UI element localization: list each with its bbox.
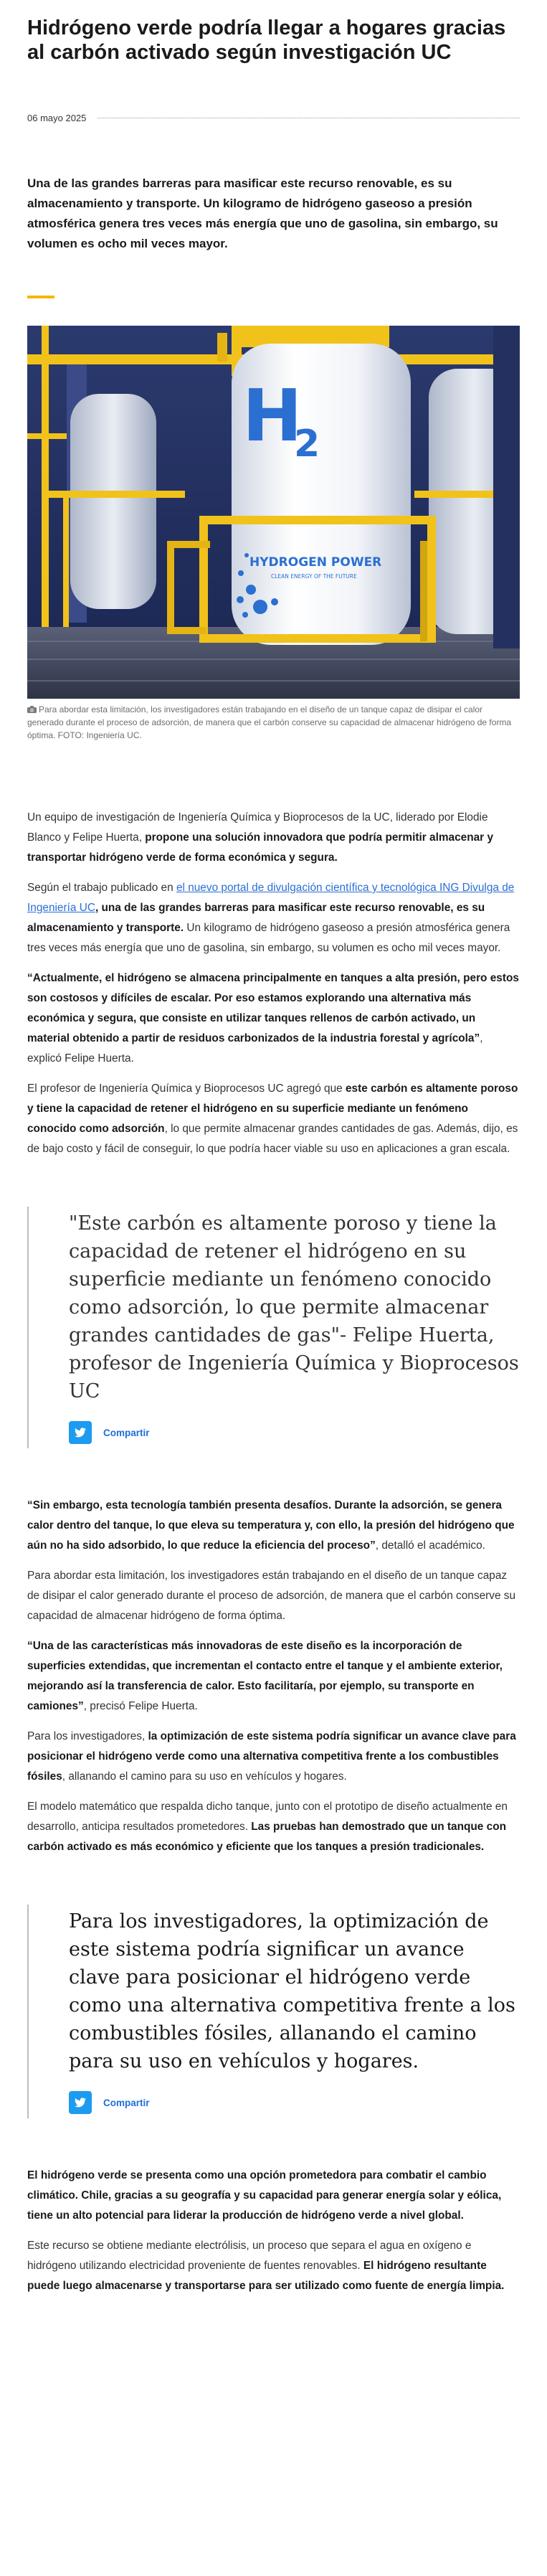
p1-bold: propone una solución innovadora que podría permitir almacenar y transportar hidrógeno verde de forma económica y segura. <box>27 831 494 864</box>
pull-quote-1-text: "Este carbón es altamente poroso y tiene la capacidad de retener el hidrógeno en su superficie mediante un fenómeno conocido como adsorción, lo que permite almacenar grandes cantidades de gas"- Felipe Huerta, profesor de Ingeniería Química y Bioprocesos UC <box>69 1212 519 1402</box>
twitter-icon[interactable] <box>69 1421 92 1444</box>
p9-text: El modelo matemático que respalda dicho tanque, junto con el prototipo de diseño actualmente en desarrollo, anticipa resultados prometedores. <box>27 1801 508 1833</box>
hero-figure <box>27 326 520 742</box>
p5-bold: “Sin embargo, esta tecnología también presenta desafíos. Durante la adsorción, se genera calor dentro del tanque, lo que eleva su temperatura y, con ello, la presión del hidrógeno que aún no ha sido adsorbido, lo que reduce la eficiencia del proceso” <box>27 1499 515 1552</box>
tank-subscript: 2 <box>294 423 320 466</box>
hydrogen-tank-image <box>27 326 520 699</box>
paragraph-4 <box>27 1079 520 1159</box>
ing-divulga-link[interactable]: el nuevo portal de divulgación científica y tecnológica ING Divulga de Ingeniería UC <box>27 882 515 914</box>
paragraph-6: Para abordar esta limitación, los investigadores están trabajando en el diseño de un tanque capaz de disipar el calor generado durante el proceso de adsorción, de manera que el carbón conserve su capacidad de almacenar hidrógeno de forma óptima. <box>27 1570 516 1622</box>
share-row-2[interactable] <box>69 2091 520 2114</box>
p2-text-end: Un kilogramo de hidrógeno gaseoso a presión atmosférica genera tres veces más energía que uno de gasolina, sin embargo, su volumen es ocho mil veces mayor. <box>27 922 510 954</box>
p7-text: , precisó Felipe Huerta. <box>83 1700 198 1712</box>
tank-tagline: CLEAN ENERGY OF THE FUTURE <box>271 573 357 580</box>
paragraph-1 <box>27 808 520 868</box>
pull-quote-1 <box>27 1207 520 1448</box>
image-caption <box>27 703 520 742</box>
share-label-1[interactable]: Compartir <box>103 1427 150 1438</box>
p10-bold: El hidrógeno verde se presenta como una opción prometedora para combatir el cambio climático. Chile, gracias a su geografía y su capacidad para generar energía solar y eólica, tiene un alto potencial para liderar la producción de hidrógeno verde a nivel global. <box>27 2169 502 2222</box>
paragraph-5 <box>27 1496 520 1556</box>
date-row <box>27 110 520 125</box>
p2-bold: , una de las grandes barreras para masificar este recurso renovable, es su almacenamiento y transporte. <box>27 902 485 934</box>
p1-text: Un equipo de investigación de Ingeniería Química y Bioprocesos de la UC, liderado por Elodie Blanco y Felipe Huerta, <box>27 811 488 844</box>
article-title: Hidrógeno verde podría llegar a hogares gracias al carbón activado según investigación UC <box>27 16 506 64</box>
paragraph-9 <box>27 1797 520 1857</box>
tank-brand: HYDROGEN POWER <box>249 555 382 570</box>
paragraph-8 <box>27 1727 520 1787</box>
caption-text: Para abordar esta limitación, los investigadores están trabajando en el diseño de un tanque capaz de disipar el calor generado durante el proceso de adsorción, de manera que el carbón conserve su capacidad de almacenar hidrógeno de forma óptima. FOTO: Ingeniería UC. <box>27 704 512 740</box>
twitter-icon[interactable] <box>69 2091 92 2114</box>
p7-bold: “Una de las características más innovadoras de este diseño es la incorporación de superficies extendidas, que incrementan el contacto entre el tanque y el ambiente exterior, mejorando así la transferencia de calor. Esto facilitaría, por ejemplo, su transporte en camiones” <box>27 1640 503 1712</box>
p8-text: Para los investigadores, <box>27 1730 148 1742</box>
p2-text: Según el trabajo publicado en <box>27 882 176 894</box>
share-row-1[interactable] <box>69 1421 520 1444</box>
p11-bold: El hidrógeno resultante puede luego almacenarse y transportarse para ser utilizado como fuente de energía limpia. <box>27 2260 505 2292</box>
article-lead: Una de las grandes barreras para masificar este recurso renovable, es su almacenamiento y transporte. Un kilogramo de hidrógeno gaseoso a presión atmosférica genera tres veces más energía que uno de gasolina, sin embargo, su volumen es ocho mil veces mayor. <box>27 176 498 250</box>
accent-bar <box>27 296 54 298</box>
tank-letter-h: H <box>242 374 303 458</box>
p4-bold: este carbón es altamente poroso y tiene la capacidad de retener el hidrógeno en su superficie mediante un fenómeno conocido como adsorción <box>27 1082 518 1135</box>
paragraph-3 <box>27 968 520 1069</box>
p3-bold: “Actualmente, el hidrógeno se almacena principalmente en tanques a alta presión, pero estos son costosos y difíciles de escalar. Por eso estamos explorando una alternativa más económica y segura, que consiste en utilizar tanques rellenos de carbón activado, un material obtenido a partir de residuos carbonizados de la industria forestal y agrícola” <box>27 972 519 1044</box>
paragraph-10 <box>27 2166 520 2226</box>
p8-text-end: , allanando el camino para su uso en vehículos y hogares. <box>62 1770 347 1783</box>
share-label-2[interactable]: Compartir <box>103 2097 150 2108</box>
p8-bold: la optimización de este sistema podría significar un avance clave para posicionar el hidrógeno verde como una alternativa competitiva frente a los combustibles fósiles <box>27 1730 516 1783</box>
paragraph-11 <box>27 2236 520 2296</box>
p9-bold: Las pruebas han demostrado que un tanque con carbón activado es más económico y eficiente que los tanques a presión tradicionales. <box>27 1821 507 1853</box>
p3-text: , explicó Felipe Huerta. <box>27 1032 483 1065</box>
p4-text: El profesor de Ingeniería Química y Bioprocesos UC agregó que <box>27 1082 346 1095</box>
paragraph-2 <box>27 878 520 958</box>
pull-quote-2 <box>27 1905 520 2118</box>
camera-icon <box>27 706 37 713</box>
paragraph-7 <box>27 1636 520 1717</box>
publish-date: 06 mayo 2025 <box>27 112 87 123</box>
p4-text-end: , lo que permite almacenar grandes cantidades de gas. Además, dijo, es de bajo costo y fácil de conseguir, lo que podría hacer viable su uso en aplicaciones a gran escala. <box>27 1123 518 1155</box>
p11-text: Este recurso se obtiene mediante electrólisis, un proceso que separa el agua en oxígeno e hidrógeno utilizando electricidad proveniente de fuentes renovables. <box>27 2240 472 2272</box>
article-body <box>27 808 520 2296</box>
pull-quote-2-text: Para los investigadores, la optimización de este sistema podría significar un avance clave para posicionar el hidrógeno verde como una alternativa competitiva frente a los combustibles fósiles, allanando el camino para su uso en vehículos y hogares. <box>69 1910 515 2072</box>
p5-text: , detalló el académico. <box>375 1539 485 1552</box>
